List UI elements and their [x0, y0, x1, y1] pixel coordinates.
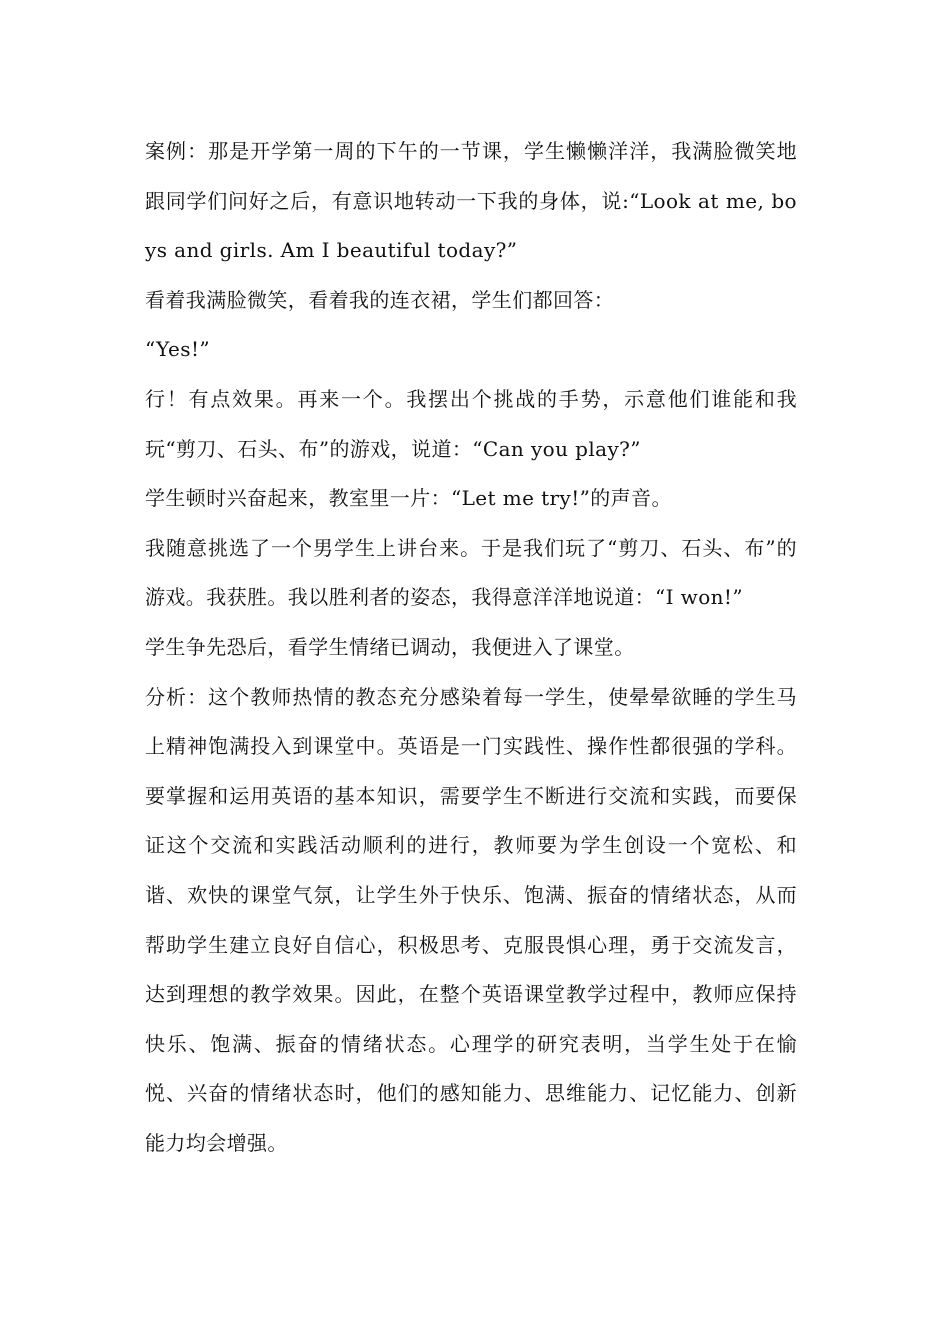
paragraph-enter-class: 学生争先恐后，看学生情绪已调动，我便进入了课堂。 — [145, 634, 635, 659]
paragraph-case-intro: 案例：那是开学第一周的下午的一节课，学生懒懒洋洋，我满脸微笑地跟同学们问好之后，有意识地转动一下我的身体，说:“Look at me, boys and girls. Am I beautiful today?” — [145, 139, 797, 263]
paragraph-yes-reply: “Yes!” — [145, 337, 211, 362]
document-body — [145, 127, 797, 1168]
paragraph-game-won: 我随意挑选了一个男学生上讲台来。于是我们玩了“剪刀、石头、布”的游戏。我获胜。我以胜利者的姿态，我得意洋洋地说道：“I won!” — [145, 535, 797, 610]
paragraph-students-watch: 看着我满脸微笑，看着我的连衣裙，学生们都回答： — [145, 287, 615, 312]
paragraph-challenge: 行！有点效果。再来一个。我摆出个挑战的手势，示意他们谁能和我玩“剪刀、石头、布”的游戏，说道：“Can you play?” — [145, 386, 797, 461]
paragraph-let-me-try: 学生顿时兴奋起来，教室里一片：“Let me try!”的声音。 — [145, 486, 672, 511]
paragraph-analysis: 分析：这个教师热情的教态充分感染着每一学生，使晕晕欲睡的学生马上精神饱满投入到课堂中。英语是一门实践性、操作性都很强的学科。要掌握和运用英语的基本知识，需要学生不断进行交流和实践，而要保证这个交流和实践活动顺利的进行，教师要为学生创设一个宽松、和谐、欢快的课堂气氛，让学生外于快乐、饱满、振奋的情绪状态，从而帮助学生建立良好自信心，积极思考、克服畏惧心理，勇于交流发言，达到理想的教学效果。因此，在整个英语课堂教学过程中，教师应保持快乐、饱满、振奋的情绪状态。心理学的研究表明，当学生处于在愉悦、兴奋的情绪状态时，他们的感知能力、思维能力、记忆能力、创新能力均会增强。 — [145, 684, 797, 1155]
